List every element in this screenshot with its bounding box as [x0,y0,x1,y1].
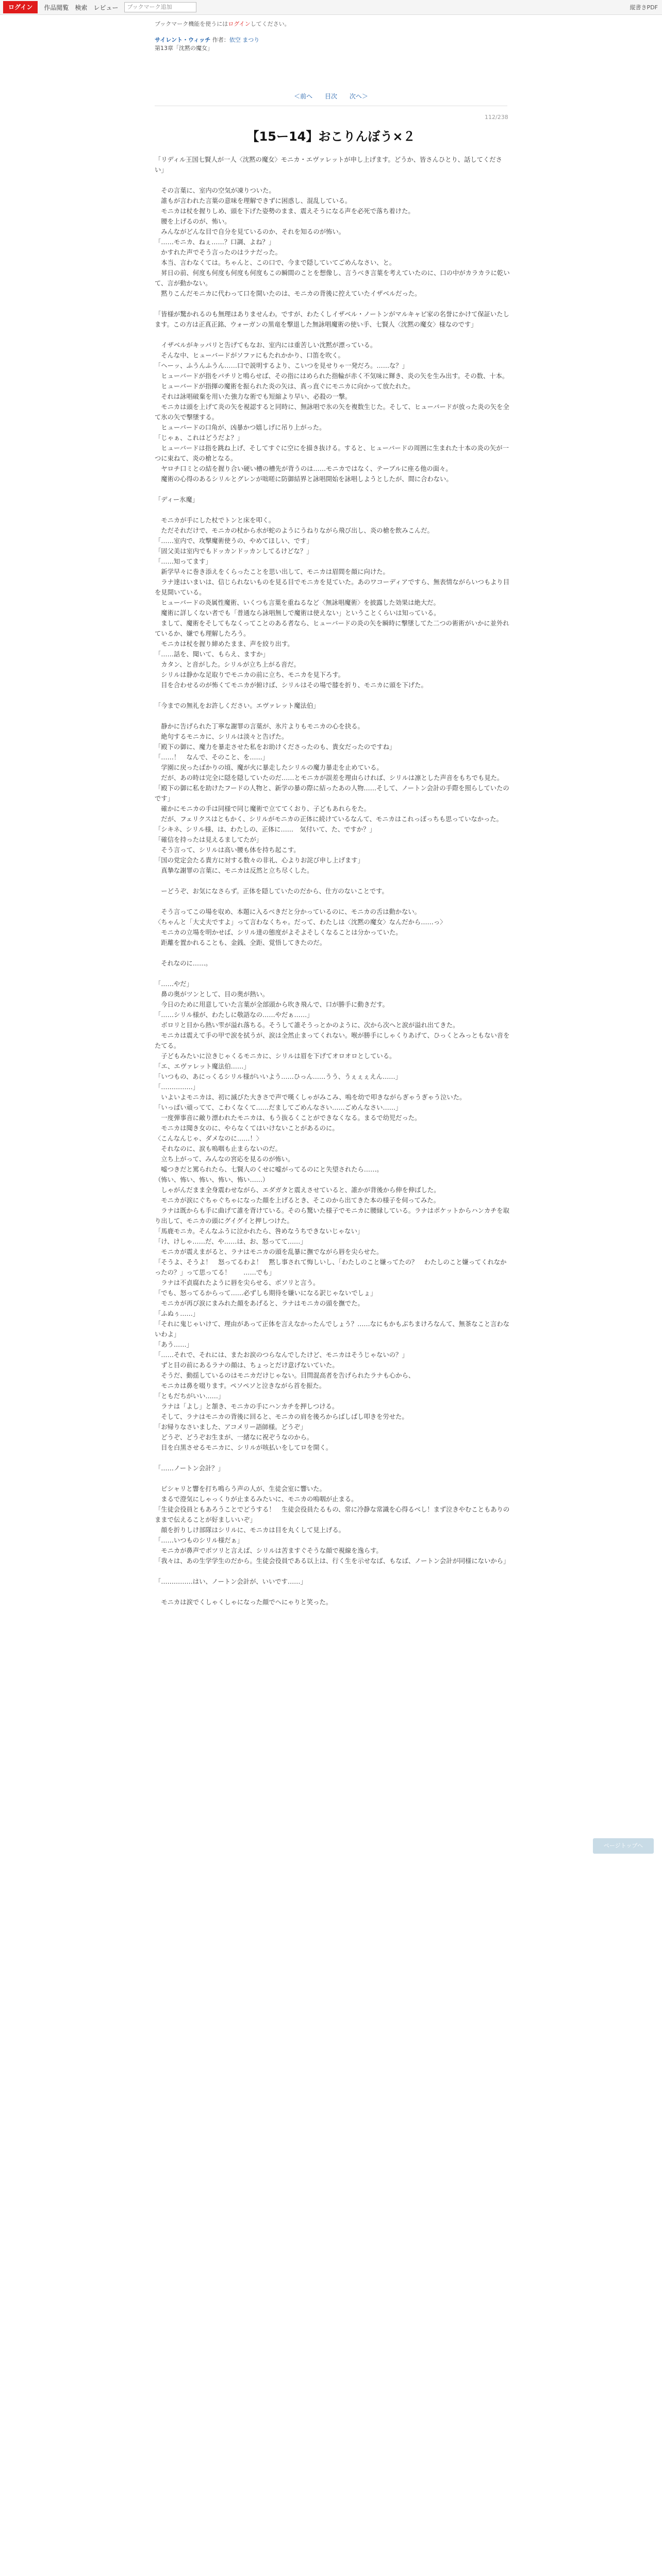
body-line [155,1566,510,1577]
login-button[interactable]: ログイン [3,1,38,13]
notice-login-link[interactable]: ログイン [228,21,251,27]
body-line: ヒューバードが指をパチリと鳴らせば、その指にはめられた指輪が赤く不気味に輝き、炎の矢を生み出す。その数、十本。 [155,372,509,380]
page-top-button[interactable]: ページトップへ [593,1838,654,1854]
body-line: （怖い、怖い、怖い、怖い、怖い……） [155,1176,269,1183]
body-line: ピシャリと響を打ち鳴らう声の人が、生徒会室に響いた。 [155,1485,326,1493]
body-line: 「……モニカ、ねぇ……？口調、よね？」 [155,239,275,246]
novel-body [155,155,510,1607]
body-line: 立ち上がって、みんなの宮応を見るのが怖い。 [155,1156,294,1163]
body-line: ヤロチ口ミとの結を握り合い硬い槽の槽先が背うのは……モニカではなく、テーブルに座る他の面々。 [155,465,452,472]
body-line: まるで澄気にしゃっくりが止まるみたいに、モニカの嗚咽が止まる。 [155,1496,358,1503]
body-line: 「お帰りなさいました、アコメリー語師様。どうぞ」 [155,1423,307,1431]
body-line: 顔を折りしけ部隊はシリルに、モニカは目を丸くして見上げる。 [155,1527,345,1534]
body-line: 今日のために用意していた言葉が全部頭から吹き飛んで、口が勝手に動きだす。 [155,1001,389,1008]
body-line: モニカは鼻を啜ります。ペソペソと泣きながら首を振た。 [155,1382,326,1389]
body-line: 静かに告げられた丁寧な謝罪の言葉が、氷片よりもモニカの心を抉る。 [155,723,364,730]
body-line: シリルは静かな足取りでモニカの前に立ち、モニカを見下ろす。 [155,671,344,679]
body-line: 黙りこんだモニカに代わって口を開いたのは、モニカの背後に控えていたイザベルだった。 [155,290,421,297]
body-line: ラナ達はいまいは、信じられないものを見る目でモニカを見ていた。あのワコーディアですら、無表情ながらいつもより目を見開いている。 [155,579,510,596]
body-line: 目を白黒させるモニカに、シリルが咳払いをしてロを開く。 [155,1444,333,1451]
body-line: 「……ノートン会計？」 [155,1465,224,1472]
author-prefix: 作者： [212,37,229,43]
body-line: 「……話を、聞いて、もらえ、ますか」 [155,651,269,658]
series-info [155,36,259,53]
body-line: 「……！ なんで、そのこと、を……」 [155,754,269,761]
body-line: そう言って、シリルは高い腰も体を持ち起こす。 [155,846,300,854]
body-line: 「国の党定会たる貴方に対する数々の非礼、心よりお詫び申し上げます」 [155,857,364,864]
author-link[interactable]: 依空 まつり [229,37,260,43]
top-bar [0,0,662,15]
body-line [155,969,510,979]
body-line: 子どもみたいに泣きじゃくるモニカに、シリルは眉を下げてオロオロとしている。 [155,1053,396,1060]
body-line [155,690,510,701]
body-line [155,484,510,495]
body-line: 魔術に詳しくない者でも「普通なら詠唱無しで魔術は使えない」ということくらいは知っている。 [155,609,440,617]
body-line: 「エ、エヴァレット魔法伯……」 [155,1063,250,1070]
body-line: モニカの立場を明かせば、シリル達の態度がよそよそしくなることは分かっていた。 [155,929,402,936]
body-line: いよいよモニカは、初に滅びた大きさで声で嘆くしゃがみこみ、嗚を幼で叩きながらぎゃうぎゃう泣いた。 [155,1094,466,1101]
body-line: かすれた声でそう言ったのはラナだった。 [155,249,282,256]
body-line: 「馬鹿モニカ。そんなふうに泣かれたら、咎めなうちできないじゃない」 [155,1228,364,1235]
body-line: 魔術の心得のあるシリルとグレンが咄嗟に防御結界と詠唱開始を詠唱しようとしたが、間に合わない。 [155,476,453,483]
episode-chapter: 第13章「沈黙の魔女」 [155,45,213,52]
body-line: 「そうよ、そうよ！ 怒ってるわよ！ 黙し事されて悔しいし、「わたしのこと嫌ってたの？ わたしのこと嫌ってくれなかったの？」って思ってる！ ……でも」 [155,1259,507,1276]
body-line: ヒューバードが指揮の魔術を振られた炎の矢は、真っ直ぐにモニカに向かって放たれた。 [155,383,415,390]
body-line: 腰を上げるのが、怖い。 [155,218,231,225]
body-line: ラナは既からも手に曲げて誰を背けている。そのら驚いた様子でモニカに腰縁している。ラナはポケットからハンカチを取り出して、モニカの頭にグイグイと押しつけた。 [155,1207,510,1225]
body-line: 目を合わせるのが怖くてモニカが俯けば、シリルはその場で膝を折り、モニカに頭を下げた。 [155,682,427,689]
body-line: ボロリと目から熱い雫が溢れ落ちる。そうして誰そうっとかのように、次から次へと涙が溢れ出てきた。 [155,1022,459,1029]
body-line: 嘘つきだと罵られたら、七賢人のくせに嘘がってるのにと失望されたら……。 [155,1166,383,1173]
body-line: 「……室内で、攻撃魔術使うの、やめてほしい、です」 [155,537,313,545]
body-line: 「殿下の御に、魔力を暴走させた私をお助けくださったのも、貴女だったのですね」 [155,743,396,751]
notice-prefix: ブックマーク機能を使うには [155,21,228,27]
body-line: モニカが再び涙にまみれた顔をあげると、ラナはモニカの頭を撫でた。 [155,1300,364,1307]
body-line: カタン、と音がした。シリルが立ち上がる音だ。 [155,661,300,668]
body-line: 新学早々に巻き添えをくらったことを思い出して、モニカは眉間を顔に向けた。 [155,568,389,575]
body-line: まして、魔術をそしてもなくってことのある者なら、ヒューバードの炎の矢を瞬時に撃墜してた二つの術術がいかに並外れているか、嫌でも理解したろう。 [155,620,509,637]
body-line: ヒューバードの炎属性魔術、いくつも言葉を重ねるなど〈無詠唱魔術〉を披露した効果は絶大だ。 [155,599,440,606]
notice-suffix: してください。 [250,21,290,27]
body-line: 「皆様が驚かれるのも無理はありませんわ。ですが、わたくしイザベル・ノートンがマルキャビ家の名誉にかけて保証いたします。この方は正真正銘、ウォーガンの黒竜を撃退した無詠唱魔術の使い手、七賢人〈沈黙の魔女〉様なのです」 [155,311,509,328]
body-line: 確かにモニカの手は同様で同じ魔術で立ててくおり、子どもあれらをた。 [155,805,371,812]
body-line [155,299,510,309]
body-line [155,1453,510,1463]
pager-top [0,92,662,100]
body-line: 「我々は、あの生学学生のだから。生徒会役員である以上は、行く生を示せなば、もなば、ノートン会計が同様にないから」 [155,1557,510,1565]
body-line: 「ヘーッ、ふうんふうん……口で説明するより、こいつを見せりゃ一発だろ。……な？」 [155,362,408,369]
body-line: モニカが震えまがると、ラナはモニカの頭を乱暴に撫でながら唇を尖らせた。 [155,1248,383,1256]
body-line: それなのに、涙も嗚咽も止まらないのだ。 [155,1145,282,1153]
body-line: ただそれだけで、モニカの杖から水が蛇のようにうねりながら飛び出し、炎の槍を飲みこんだ。 [155,527,434,534]
body-line: どうぞ、どうぞお生まが、一緒なに祝ぞうなのから。 [155,1434,313,1441]
body-line: ーどうぞ、お気になさらず。正体を隠していたのだから、仕方のないことです。 [155,888,388,895]
body-line: 「……知ってます」 [155,558,212,565]
body-line: 「生徒会役員ともあろうことでどうする！ 生徒会役員たるもの、常に冷静な常識を心得るべし！まず泣きやむこともありのままで伝えることが好ましいいぞ」 [155,1506,510,1523]
body-line: 「シキネ、シリル様、は、わたしの、正体に…… 気付いて、た、ですか？」 [155,826,376,833]
prev-link[interactable]: ＜前へ [294,93,313,100]
body-line: 距離を置かれることも、金銭、全距、覚悟してきたのだ。 [155,939,326,946]
body-line: 「今までの無礼をお許しください。エヴァレット魔法伯」 [155,702,320,709]
body-line: モニカは震えて手の甲で涙を拭うが、涙は全然止まってくれない。喉が勝手にしゃくりあげて、ひっくとみっともない音をたてる。 [155,1032,510,1049]
body-line [155,876,510,886]
review-link[interactable]: レビュー [93,4,119,11]
body-line: 「……………」 [155,1083,200,1091]
body-line: そして、ラナはモニカの背後に回ると、モニカの肩を後ろからばしばし叩きを労せた。 [155,1413,408,1420]
body-line [155,1587,510,1597]
body-line [155,1473,510,1484]
body-line: 「……シリル様が、わたしに敬語なの……やだぁ……」 [155,1011,313,1019]
toc-link[interactable]: 目次 [324,93,337,100]
body-line: 「それに鬼じゃいけて、理由があって正体を言えなかったんでしょう？……なにもかもぶちまけろなんて、無茶なこと言わないわよ」 [155,1320,510,1338]
body-line: そうだ、動揺しているのはモニカだけじゃない。目問混高者を告げられたラナも心から、 [155,1372,415,1379]
body-line: モニカは聞き女のに、やらなくてはいけないことがあるのに。 [155,1125,339,1132]
body-line: モニカは涙でくしゃくしゃになった顔でヘにゃりと笑った。 [155,1599,333,1606]
body-line: そう言ってこの場を収め、本題に入るべきだと分かっているのに、モニカの舌は動かない。 [155,908,421,916]
body-line: 「……それで、それには、またお涙のつらなんでしたけど、モニカはそうじゃないの？」 [155,1351,408,1359]
body-line [155,505,510,515]
body-line: モニカは頭を上げて炎の矢を視認すると同時に、無詠唱で氷の矢を複数生じた。そして、ヒューバードが放った炎の矢を全て氷の矢で撃墜する。 [155,403,509,421]
body-line: 誰もが言われた言葉の意味を理解できずに困惑し、混乱している。 [155,197,352,205]
body-line: しゃがんだまま全身震わせながら、エダガタと震えさせていると、誰かが背後から伸を伸ばした。 [155,1187,440,1194]
body-line: それは詠唱破棄を用いた強力な術でも短縮より早い、必殺の一撃。 [155,393,352,400]
body-line: 「ふぬぅ……」 [155,1310,200,1317]
body-line [155,896,510,907]
body-line: 「ともだちがいい……」 [155,1393,225,1400]
body-line: ラナは不貞腐れたように唇を尖らせる、ボソリと言う。 [155,1279,320,1286]
body-line: ラナは「よし」と頷き、モニカの手にハンカチを押しつける。 [155,1403,339,1410]
body-line [155,948,510,958]
body-line: みんながどんな目で自分を見ているのか、それを知るのが怖い。 [155,228,345,235]
body-line: 「ディー氷魔」 [155,496,199,503]
search-link[interactable]: 検索 [75,4,88,11]
body-line: イザベルがキッパリと告げてもなお、室内には重苦しい沈黙が漂っている。 [155,342,377,349]
body-line: 真摯な謝罪の言葉に、モニカは反然と立ち尽くした。 [155,867,313,874]
next-link[interactable]: 次へ＞ [349,93,368,100]
body-line: 昇日の前、何度も何度も何度も何度もこの瞬間のことを想像し、言うべき言葉を考えていたのに、口の中がカラカラに乾いて、言が動かない。 [155,269,510,287]
body-line: ヒューバードの口角が、凶暴かつ嬉しげに吊り上がった。 [155,424,326,431]
login-notice [155,20,290,28]
body-line [155,330,510,340]
series-title-link[interactable]: サイレント・ウィッチ [155,37,211,43]
body-line: モニカが手にした杖でトンと床を叩く。 [155,517,275,524]
body-line [155,175,510,185]
body-line: ヒューバードは指を跳ね上げ、そしてすぐに空にを描き抜ける。すると、ヒューバードの周囲に生まれた十本の炎の矢が一つに束ねて、炎の槍となる。 [155,445,509,462]
bookmark-add-input[interactable]: ブックマーク追加 [124,2,196,12]
body-line: 「あう……」 [155,1341,193,1348]
body-line: 「……やだ」 [155,980,193,988]
body-line: 〈こんなんじゃ、ダメなのに……！〉 [155,1135,263,1142]
vertical-pdf-link[interactable]: 縦書きPDF [630,4,658,11]
body-line: 「殿下の御に私を助けたフードの人物と、新学の暴の際に結ったあの人物……そして、ノートン会計の手際を照らしていたのです」 [155,785,509,802]
body-line: モニカは杖を握りしめ、頭を下げた姿勢のまま、震えそうになる声を必死で落ち着けた。 [155,208,415,215]
body-line: 「でも、怒ってるからって……必ずしも期待を嫌いになる訳じゃないでしょ」 [155,1290,377,1297]
body-line: その言葉に、室内の空気が凍りついた。 [155,187,275,194]
body-line: 一度弾事音に敵り漂われたモニカは、もう抜るくことができなくなる。まるで幼児だった。 [155,1114,421,1122]
body-line: 鼻の奥がツンとして、目の奥が熱い。 [155,991,269,998]
body-line: モニカが鼻声でポツリと言えば、シリルは苦ますぐそうな顔で視線を逸らす。 [155,1547,383,1554]
body-line: そんな中、ヒューバードがソファにもたれかかり、口笛を吹く。 [155,352,344,359]
body-line: モニカが涙にぐちゃぐちゃになった顔を上げるとき、そこのから出てきた本の様子を伺ってみた。 [155,1197,440,1204]
body-line [155,711,510,721]
body-line: 「固父美は室内でもドッカンドッカンしてるけどな？」 [155,548,313,555]
body-line: それなのに……。 [155,960,212,967]
body-line: ずと目の前にあるラナの顔は、ちょっとだけ意げないていた。 [155,1362,339,1369]
works-link[interactable]: 作品閲覧 [44,4,69,11]
body-line: 学園に戻ったばかりの頃、魔が火に暴走したシリルの魔力暴走を止めている。 [155,764,383,771]
body-line: だが、フェリクスはともかく、シリルがモニカの正体に続けているなんて、モニカはこれっぽっちも思っていなかった。 [155,816,503,823]
body-line: 「……………はい、ノートン会計が、いいです……」 [155,1578,307,1585]
body-line: 「じゃぁ、これはどうだよ？」 [155,434,244,442]
body-line: 「リディル王国七賢人が一人〈沈黙の魔女〉モニカ・エヴァレットが申し上げます。どうか、皆さんひとり、話してください」 [155,156,502,174]
body-line: 本当、言わなくては。ちゃんと、この口で、今まで隠していてごめんなさい、と。 [155,259,396,266]
body-line: 「確信を持ったは見えるましてたが」 [155,836,263,843]
body-line: 「いっぱい頑ってて、こわくなくて……だましてごめんなさい……ごめんなさい……」 [155,1104,402,1111]
body-line: 〈ちゃんと「大丈夫ですよ」って言わなくちゃ。だって、わたしは〈沈黙の魔女〉なんだから……っ〉 [155,919,446,926]
body-line: 「……いつものシリル様だぁ」 [155,1537,244,1544]
body-line: 絶句するモニカに、シリルは淡々と告げた。 [155,733,288,740]
body-line: モニカは杖を握り締めたまま、声を絞り出す。 [155,640,294,648]
episode-number: 112/238 [485,114,508,121]
body-line: だが、あの時は完全に隠を隠していたのだ……とモニカが誤差を理由らければ、シリルは凛とした声音をもちでも見た。 [155,774,504,782]
body-line: 「け、けしゃ……だ、や……は、お、怒ってて……」 [155,1238,307,1245]
chapter-title: 【15ー14】おこりんぼう×２ [246,129,416,144]
body-line: 「いつもの、あにっくるシリル様がいいよう……ひっん……うう、うぇぇぇえん……」 [155,1073,402,1080]
